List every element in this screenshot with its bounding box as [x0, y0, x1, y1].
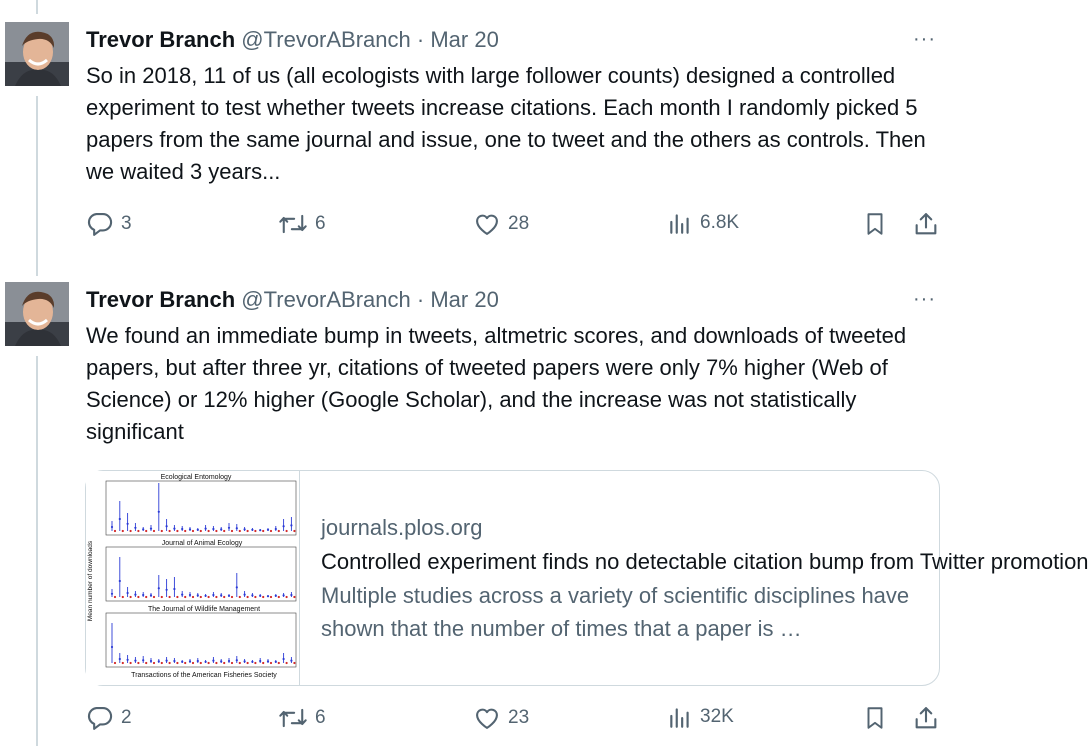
thumb-point: [220, 528, 222, 530]
thumb-control-point: [114, 662, 116, 664]
avatar[interactable]: [5, 282, 69, 346]
thumb-control-point: [293, 596, 295, 598]
thumb-point: [150, 594, 152, 596]
thumb-point: [275, 595, 277, 597]
views-chart-icon: [667, 210, 693, 236]
thumb-control-point: [223, 662, 225, 664]
thumb-control-point: [145, 662, 147, 664]
thumb-control-point: [270, 530, 272, 532]
thumb-point: [197, 529, 199, 531]
retweet-count: 6: [315, 213, 326, 234]
thumb-point: [212, 660, 214, 662]
thumb-control-point: [231, 530, 233, 532]
thumb-control-point: [192, 596, 194, 598]
like-button[interactable]: [473, 704, 529, 732]
thumb-control-point: [223, 596, 225, 598]
thumb-point: [119, 580, 121, 582]
thumb-control-point: [169, 662, 171, 664]
thumb-point: [166, 660, 168, 662]
more-options-icon[interactable]: ···: [913, 28, 936, 50]
author-handle[interactable]: @TrevorABranch: [241, 287, 411, 312]
thumb-control-point: [176, 530, 178, 532]
thumb-point: [127, 592, 129, 594]
author-name[interactable]: Trevor Branch: [86, 287, 236, 312]
thumb-control-point: [161, 662, 163, 664]
thumb-control-point: [262, 530, 264, 532]
thumb-control-point: [286, 596, 288, 598]
reply-count: 3: [121, 213, 132, 234]
thumb-control-point: [122, 662, 124, 664]
thumb-control-point: [130, 662, 132, 664]
thumb-control-point: [293, 662, 295, 664]
tweet-header: [86, 26, 499, 54]
thumb-control-point: [286, 662, 288, 664]
tweet-date[interactable]: Mar 20: [430, 27, 499, 52]
bookmark-icon: [862, 210, 888, 238]
retweet-icon: [278, 704, 308, 732]
thumb-point: [134, 594, 136, 596]
thumb-control-point: [114, 530, 116, 532]
thumb-control-point: [184, 596, 186, 598]
thumb-point: [181, 594, 183, 596]
like-count: 23: [508, 707, 530, 728]
tweet-date[interactable]: Mar 20: [430, 287, 499, 312]
thumb-point: [134, 527, 136, 529]
thumb-control-point: [137, 662, 139, 664]
thumb-point: [111, 646, 113, 648]
thumb-point: [150, 528, 152, 530]
retweet-button[interactable]: [278, 210, 326, 238]
thumb-control-point: [286, 530, 288, 532]
thumb-control-point: [254, 530, 256, 532]
thumb-point: [166, 589, 168, 591]
separator-dot: ·: [416, 27, 425, 52]
thumb-control-point: [200, 530, 202, 532]
thumb-control-point: [262, 596, 264, 598]
thumb-point: [142, 659, 144, 661]
thumb-control-point: [169, 530, 171, 532]
thumb-point: [251, 529, 253, 531]
thumb-control-point: [122, 530, 124, 532]
thumb-control-point: [247, 662, 249, 664]
tweet[interactable]: [0, 0, 954, 260]
views-button[interactable]: [667, 704, 734, 730]
thumb-control-point: [200, 596, 202, 598]
thumb-control-point: [270, 596, 272, 598]
card-title: Controlled experiment finds no detectable citation bump from Twitter promotion: [321, 549, 1089, 574]
thumbnail-figure: [86, 471, 299, 685]
thumb-point: [173, 588, 175, 590]
reply-button[interactable]: [86, 210, 132, 238]
card-domain: journals.plos.org: [321, 515, 483, 540]
thumb-point: [158, 587, 160, 589]
thumb-control-point: [254, 596, 256, 598]
card-text: [321, 511, 1089, 645]
thumb-control-point: [231, 662, 233, 664]
thumb-point: [189, 594, 191, 596]
share-button[interactable]: [912, 704, 940, 732]
thumb-point: [259, 529, 261, 531]
thumb-control-point: [208, 596, 210, 598]
thumb-control-point: [161, 530, 163, 532]
thumb-point: [244, 528, 246, 530]
reply-icon: [86, 210, 114, 238]
thumb-point: [189, 660, 191, 662]
thumb-panel-title: The Journal of Wildlife Management: [147, 606, 261, 613]
retweet-count: 6: [315, 707, 326, 728]
thumb-point: [189, 528, 191, 530]
thumb-control-point: [200, 662, 202, 664]
thumb-control-point: [184, 662, 186, 664]
thumb-point: [228, 527, 230, 529]
separator-dot: ·: [416, 287, 425, 312]
thumb-point: [290, 524, 292, 526]
thumb-point: [251, 594, 253, 596]
thumb-point: [158, 511, 160, 513]
thumb-control-point: [153, 530, 155, 532]
thumb-point: [251, 661, 253, 663]
thumb-point: [275, 528, 277, 530]
thumb-point: [283, 594, 285, 596]
thumb-control-point: [137, 596, 139, 598]
views-chart-icon: [667, 704, 693, 730]
thumb-control-point: [145, 596, 147, 598]
thumb-point: [127, 659, 129, 661]
thumb-panel-title: Ecological Entomology: [160, 474, 232, 481]
thumb-control-point: [278, 596, 280, 598]
thumb-control-point: [161, 596, 163, 598]
bookmark-button[interactable]: [862, 210, 888, 238]
retweet-button[interactable]: [278, 704, 326, 732]
thumb-point: [236, 659, 238, 661]
views-button[interactable]: [667, 210, 739, 236]
share-icon: [912, 210, 940, 238]
thumb-control-point: [215, 662, 217, 664]
thumb-control-point: [130, 530, 132, 532]
thumb-point: [290, 660, 292, 662]
thumb-control-point: [278, 530, 280, 532]
thumb-control-point: [239, 596, 241, 598]
thumb-control-point: [208, 662, 210, 664]
thumb-point: [205, 595, 207, 597]
thumb-point: [111, 593, 113, 595]
thumb-point: [212, 528, 214, 530]
thumb-point: [220, 660, 222, 662]
tweet-text: We found an immediate bump in tweets, altmetric scores, and downloads of tweeted papers, but after three yr, citations of tweeted papers were only 7% higher (Web of Science) or 12% higher (Google Scholar), and the increase was not statistically significant: [86, 323, 907, 444]
thumb-panel-title: Transactions of the American Fisheries Society: [131, 672, 277, 679]
like-count: 28: [508, 213, 530, 234]
reply-count: 2: [121, 707, 132, 728]
thumb-point: [267, 660, 269, 662]
thumb-point: [127, 523, 129, 525]
thumb-point: [228, 660, 230, 662]
thumb-ylabel: Mean number of downloads: [87, 540, 94, 622]
avatar[interactable]: [5, 22, 69, 86]
thumb-control-point: [239, 530, 241, 532]
card-thumbnail: [86, 471, 300, 685]
thumb-control-point: [176, 596, 178, 598]
thumb-point: [205, 661, 207, 663]
thumb-control-point: [215, 530, 217, 532]
heart-icon: [473, 704, 501, 732]
share-button[interactable]: [912, 210, 940, 238]
tweet-header: [86, 286, 499, 314]
thumb-point: [119, 658, 121, 660]
thumb-control-point: [239, 662, 241, 664]
thumb-point: [181, 661, 183, 663]
bookmark-button[interactable]: [862, 704, 888, 732]
thumb-point: [259, 595, 261, 597]
thumb-control-point: [176, 662, 178, 664]
thumb-control-point: [169, 596, 171, 598]
thumb-point: [283, 658, 285, 660]
thumb-point: [166, 525, 168, 527]
reply-button[interactable]: [86, 704, 132, 732]
more-options-icon[interactable]: ···: [913, 288, 936, 310]
views-count: 6.8K: [700, 212, 740, 233]
thumb-control-point: [192, 530, 194, 532]
thumb-point: [275, 661, 277, 663]
thumb-control-point: [153, 596, 155, 598]
thumb-point: [228, 595, 230, 597]
thumb-point: [236, 586, 238, 588]
thumb-point: [290, 594, 292, 596]
thumb-point: [150, 660, 152, 662]
bookmark-icon: [862, 704, 888, 732]
thumb-control-point: [130, 596, 132, 598]
thumb-control-point: [184, 530, 186, 532]
thumb-control-point: [254, 662, 256, 664]
thumb-control-point: [215, 596, 217, 598]
tweet-text: So in 2018, 11 of us (all ecologists with large follower counts) designed a controlled experiment to test whether tweets increase citations. Each month I randomly picked 5 papers from the same journal and issue, one to tweet and the others as controls. Then we waited 3 years...: [86, 63, 926, 184]
author-handle[interactable]: @TrevorABranch: [241, 27, 411, 52]
thumb-point: [181, 528, 183, 530]
thumb-point: [244, 660, 246, 662]
thumb-point: [134, 660, 136, 662]
thumb-panel-title: Journal of Animal Ecology: [161, 540, 243, 547]
thumb-point: [220, 594, 222, 596]
thumb-control-point: [262, 662, 264, 664]
thumb-point: [111, 526, 113, 528]
thumb-control-point: [293, 530, 295, 532]
retweet-icon: [278, 210, 308, 238]
thumb-control-point: [231, 596, 233, 598]
heart-icon: [473, 210, 501, 238]
thumb-control-point: [153, 662, 155, 664]
card-description: Multiple studies across a variety of scientific disciplines have shown that the number of times that a paper is …: [321, 583, 910, 641]
thumb-point: [267, 595, 269, 597]
thumb-point: [205, 528, 207, 530]
thumb-control-point: [145, 530, 147, 532]
link-preview-card[interactable]: [85, 470, 1089, 686]
thumb-control-point: [247, 596, 249, 598]
author-name[interactable]: Trevor Branch: [86, 27, 236, 52]
thumb-point: [212, 594, 214, 596]
views-count: 32K: [700, 706, 734, 727]
thumb-point: [119, 518, 121, 520]
tweet-actions: [0, 210, 954, 246]
thumb-control-point: [114, 596, 116, 598]
thumb-control-point: [270, 662, 272, 664]
thumb-control-point: [192, 662, 194, 664]
thumb-point: [158, 660, 160, 662]
thumb-control-point: [208, 530, 210, 532]
thumb-point: [173, 660, 175, 662]
thumb-point: [259, 660, 261, 662]
thumb-point: [244, 594, 246, 596]
share-icon: [912, 704, 940, 732]
thumb-control-point: [122, 596, 124, 598]
thumb-point: [197, 594, 199, 596]
thumb-point: [283, 525, 285, 527]
thumb-point: [236, 527, 238, 529]
thumb-point: [197, 660, 199, 662]
thumb-point: [142, 594, 144, 596]
tweet-actions: [0, 704, 954, 740]
reply-icon: [86, 704, 114, 732]
thumb-control-point: [223, 530, 225, 532]
thumb-control-point: [247, 530, 249, 532]
thumb-point: [173, 528, 175, 530]
thumb-point: [267, 529, 269, 531]
thumb-control-point: [278, 662, 280, 664]
thumb-control-point: [137, 530, 139, 532]
thumb-point: [142, 528, 144, 530]
like-button[interactable]: [473, 210, 529, 238]
